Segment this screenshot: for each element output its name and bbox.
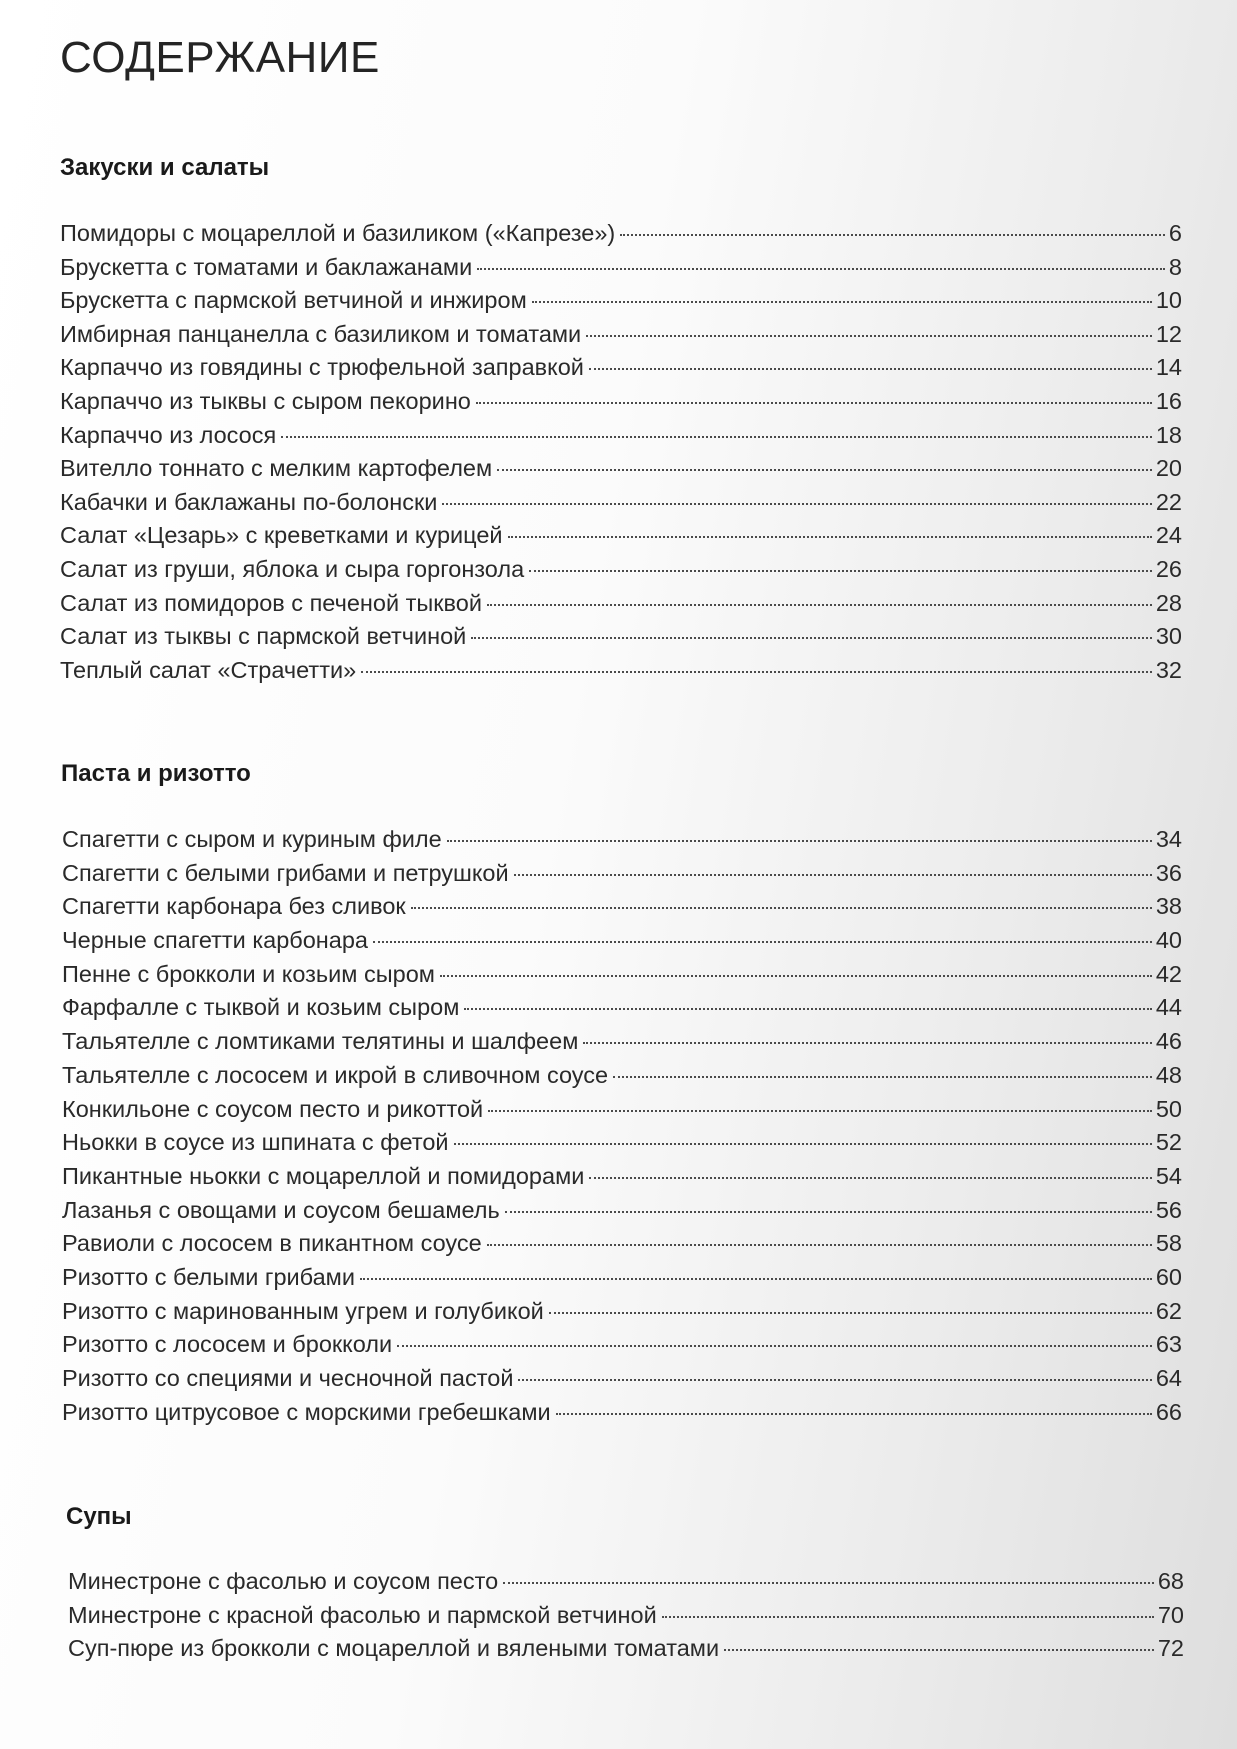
toc-entry <box>60 251 1182 285</box>
toc-entry <box>62 1093 1182 1127</box>
toc-entry <box>62 890 1182 924</box>
page-number: 42 <box>1155 960 1182 987</box>
page-number: 68 <box>1157 1568 1184 1594</box>
dot-leader <box>662 1615 1154 1618</box>
page-number: 18 <box>1155 421 1182 448</box>
toc-entry <box>60 587 1182 621</box>
dot-leader <box>442 502 1151 505</box>
page-number: 62 <box>1155 1297 1182 1324</box>
dot-leader <box>454 1142 1152 1145</box>
page-number: 40 <box>1155 927 1182 954</box>
entry-title: Пенне с брокколи и козьим сыром <box>62 960 435 987</box>
dot-leader <box>529 569 1152 572</box>
toc-entry <box>60 217 1182 251</box>
entry-title: Теплый салат «Страчетти» <box>60 656 357 683</box>
dot-leader <box>620 233 1165 236</box>
entry-title: Салат «Цезарь» с креветками и курицей <box>60 522 503 549</box>
entry-title: Брускетта с пармской ветчиной и инжиром <box>60 287 527 314</box>
dot-leader <box>514 873 1152 876</box>
dot-leader <box>549 1311 1152 1314</box>
dot-leader <box>447 839 1152 842</box>
dot-leader <box>360 1277 1152 1280</box>
entry-title: Конкильоне с соусом песто и рикоттой <box>62 1095 484 1122</box>
page-number: 54 <box>1155 1162 1182 1189</box>
entry-title: Тальятелле с ломтиками телятины и шалфеем <box>62 1028 579 1055</box>
entry-title: Карпаччо из говядины с трюфельной заправкой <box>60 354 584 381</box>
toc-list <box>62 823 1182 1429</box>
entry-title: Ризотто со специями и чесночной пастой <box>62 1365 514 1391</box>
toc-entry <box>68 1565 1184 1599</box>
toc-entry <box>62 1227 1182 1261</box>
dot-leader <box>471 636 1152 639</box>
toc-entry <box>60 486 1182 520</box>
page-number: 66 <box>1155 1398 1182 1425</box>
page-number: 46 <box>1155 1028 1182 1055</box>
toc-entry <box>62 823 1182 857</box>
page-number: 34 <box>1155 826 1182 852</box>
toc-entry <box>60 385 1182 419</box>
page-number: 38 <box>1155 893 1182 920</box>
dot-leader <box>724 1648 1154 1651</box>
dot-leader <box>583 1041 1152 1044</box>
dot-leader <box>532 300 1152 303</box>
toc-list <box>68 1565 1184 1666</box>
entry-title: Карпаччо из лосося <box>60 421 277 448</box>
page-number: 50 <box>1155 1095 1182 1122</box>
dot-leader <box>505 1210 1152 1213</box>
entry-title: Вителло тоннато с мелким картофелем <box>60 455 493 482</box>
toc-entry <box>68 1632 1184 1666</box>
toc-entry <box>62 857 1182 891</box>
dot-leader <box>508 535 1152 538</box>
toc-entry <box>60 654 1182 688</box>
dot-leader <box>556 1412 1152 1415</box>
entry-title: Минестроне с красной фасолью и пармской ветчиной <box>68 1601 657 1628</box>
toc-entry <box>62 1059 1182 1093</box>
toc-entry <box>62 1261 1182 1295</box>
entry-title: Брускетта с томатами и баклажанами <box>60 253 473 280</box>
page-number: 60 <box>1155 1263 1182 1290</box>
page-number: 58 <box>1155 1230 1182 1257</box>
toc-entry <box>60 620 1182 654</box>
page-number: 28 <box>1155 589 1182 616</box>
toc-entry <box>68 1599 1184 1633</box>
entry-title: Ризотто цитрусовое с морскими гребешками <box>62 1398 551 1425</box>
entry-title: Суп-пюре из брокколи с моцареллой и вялеными томатами <box>68 1635 720 1662</box>
entry-title: Кабачки и баклажаны по-болонски <box>60 488 438 515</box>
entry-title: Салат из тыквы с пармской ветчиной <box>60 623 467 650</box>
page-number: 72 <box>1157 1635 1184 1662</box>
entry-title: Минестроне с фасолью и соусом песто <box>68 1568 499 1594</box>
dot-leader <box>373 940 1152 943</box>
entry-title: Черные спагетти карбонара <box>62 927 368 954</box>
entry-title: Салат из груши, яблока и сыра горгонзола <box>60 555 525 582</box>
entry-title: Равиоли с лососем в пикантном соусе <box>62 1230 482 1257</box>
toc-entry <box>62 1362 1182 1396</box>
dot-leader <box>477 267 1165 270</box>
toc-entry <box>62 1160 1182 1194</box>
page-number: 36 <box>1155 859 1182 886</box>
entry-title: Пикантные ньокки с моцареллой и помидорами <box>62 1162 585 1189</box>
toc-entry <box>62 1126 1182 1160</box>
dot-leader <box>589 1176 1152 1179</box>
page-title: СОДЕРЖАНИЕ <box>60 33 380 82</box>
entry-title: Спагетти карбонара без сливок <box>62 893 406 920</box>
page-number: 10 <box>1155 287 1182 314</box>
page-number: 22 <box>1155 488 1182 515</box>
entry-title: Имбирная панцанелла с базиликом и томатами <box>60 320 582 347</box>
entry-title: Салат из помидоров с печеной тыквой <box>60 589 482 616</box>
toc-entry <box>60 318 1182 352</box>
entry-title: Помидоры с моцареллой и базиликом («Капрезе») <box>60 220 616 246</box>
dot-leader <box>586 334 1152 337</box>
entry-title: Карпаччо из тыквы с сыром пекорино <box>60 387 471 414</box>
entry-title: Лазанья с овощами и соусом бешамель <box>62 1196 500 1223</box>
page-number: 70 <box>1157 1601 1184 1628</box>
dot-leader <box>281 435 1152 438</box>
toc-entry <box>62 991 1182 1025</box>
page-number: 63 <box>1155 1331 1182 1358</box>
page-number: 30 <box>1155 623 1182 650</box>
entry-title: Спагетти с сыром и куриным филе <box>62 826 442 852</box>
dot-leader <box>411 906 1152 909</box>
dot-leader <box>613 1075 1152 1078</box>
page-number: 12 <box>1155 320 1182 347</box>
dot-leader <box>503 1581 1154 1584</box>
toc-entry <box>60 519 1182 553</box>
dot-leader <box>589 367 1152 370</box>
page-number: 32 <box>1155 656 1182 683</box>
page-number: 16 <box>1155 387 1182 414</box>
toc-entry <box>60 553 1182 587</box>
toc-entry <box>62 924 1182 958</box>
section-heading: Супы <box>66 1503 132 1530</box>
toc-entry <box>62 1025 1182 1059</box>
section-heading: Закуски и салаты <box>60 154 270 181</box>
page-number: 44 <box>1155 994 1182 1021</box>
page-number: 8 <box>1168 253 1182 280</box>
page-number: 14 <box>1155 354 1182 381</box>
dot-leader <box>487 1243 1152 1246</box>
entry-title: Ризотто с белыми грибами <box>62 1263 355 1290</box>
toc-entry <box>62 958 1182 992</box>
dot-leader <box>497 468 1152 471</box>
toc-list <box>60 217 1182 687</box>
toc-entry <box>62 1328 1182 1362</box>
section-heading: Паста и ризотто <box>61 760 251 787</box>
dot-leader <box>464 1007 1151 1010</box>
dot-leader <box>440 974 1152 977</box>
toc-entry <box>62 1396 1182 1430</box>
toc-entry <box>60 351 1182 385</box>
toc-entry <box>62 1295 1182 1329</box>
page-number: 20 <box>1155 455 1182 482</box>
entry-title: Ньокки в соусе из шпината с фетой <box>62 1129 449 1156</box>
dot-leader <box>488 1109 1152 1112</box>
page-number: 64 <box>1155 1365 1182 1391</box>
entry-title: Ризотто с лососем и брокколи <box>62 1331 393 1358</box>
entry-title: Спагетти с белыми грибами и петрушкой <box>62 859 509 886</box>
page-number: 56 <box>1155 1196 1182 1223</box>
dot-leader <box>397 1344 1152 1347</box>
toc-entry <box>62 1194 1182 1228</box>
entry-title: Тальятелле с лососем и икрой в сливочном соусе <box>62 1061 609 1088</box>
toc-entry <box>60 452 1182 486</box>
toc-entry <box>60 284 1182 318</box>
dot-leader <box>518 1378 1151 1381</box>
dot-leader <box>476 401 1152 404</box>
page-number: 6 <box>1168 220 1182 246</box>
entry-title: Ризотто с маринованным угрем и голубикой <box>62 1297 544 1324</box>
page-number: 24 <box>1155 522 1182 549</box>
page-number: 52 <box>1155 1129 1182 1156</box>
page-number: 48 <box>1155 1061 1182 1088</box>
toc-entry <box>60 419 1182 453</box>
entry-title: Фарфалле с тыквой и козьим сыром <box>62 994 460 1021</box>
page-number: 26 <box>1155 555 1182 582</box>
dot-leader <box>487 603 1152 606</box>
dot-leader <box>361 670 1152 673</box>
